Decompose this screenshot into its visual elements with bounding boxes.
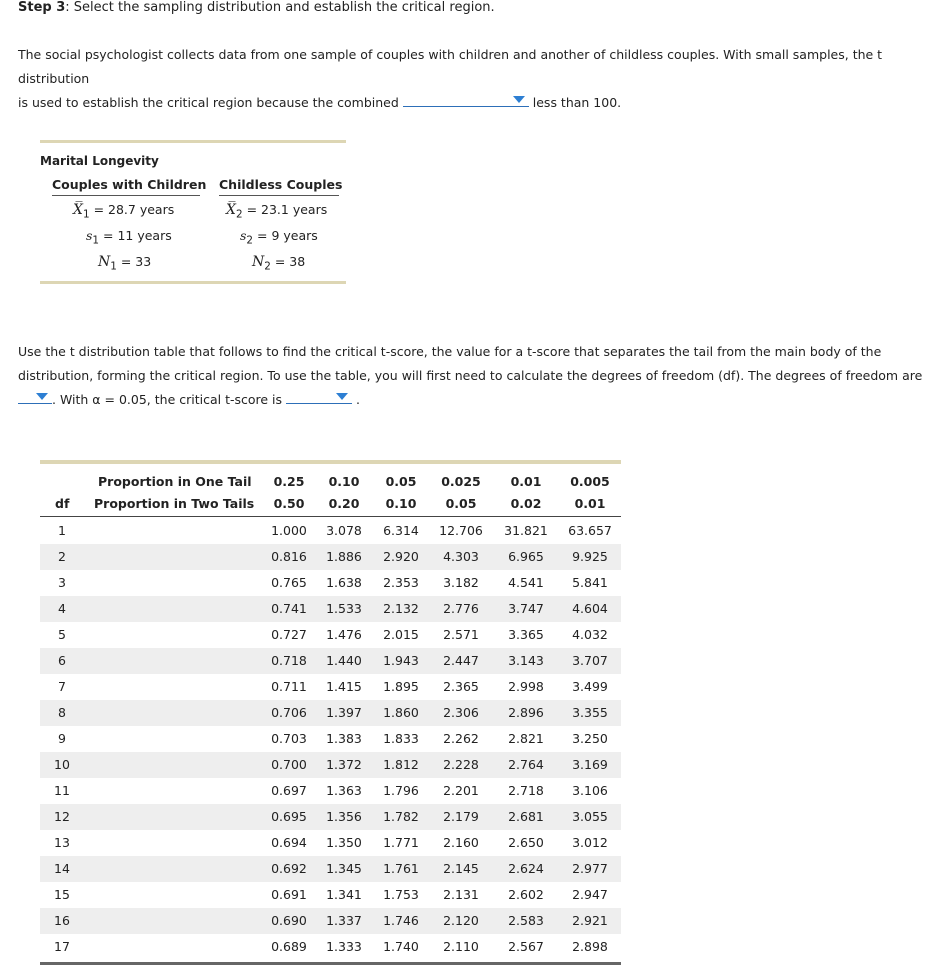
sd-value: = 9 years: [253, 228, 318, 243]
df-cell: 8: [58, 705, 66, 720]
table-cell: 2.947: [572, 887, 608, 902]
col2-header-underline: [219, 195, 339, 196]
df-cell: 17: [54, 939, 70, 954]
table-cell: 2.015: [383, 627, 419, 642]
instructions-line-3-end: .: [356, 392, 360, 407]
table-cell: 3.250: [572, 731, 608, 746]
table-cell: 31.821: [504, 523, 548, 538]
n-value: = 33: [116, 254, 152, 269]
one-tail-value: 0.05: [385, 474, 417, 489]
table-top-rule: [40, 460, 621, 464]
table-cell: 1.812: [383, 757, 419, 772]
table-cell: 1.000: [271, 523, 307, 538]
table-cell: 9.925: [572, 549, 608, 564]
two-tail-value: 0.02: [510, 496, 542, 511]
col2-mean: [226, 202, 327, 221]
table-cell: 12.706: [439, 523, 483, 538]
table-cell: 1.363: [326, 783, 362, 798]
table-cell: 1.476: [326, 627, 362, 642]
table-cell: 2.718: [508, 783, 544, 798]
sd-symbol: s: [86, 228, 93, 243]
table-cell: 1.638: [326, 575, 362, 590]
one-tail-label: Proportion in One Tail: [98, 474, 252, 489]
table-cell: 2.898: [572, 939, 608, 954]
table-cell: 6.965: [508, 549, 544, 564]
n-subscript: 1: [110, 260, 117, 273]
table-row: [40, 700, 621, 726]
instructions-line-3: [18, 388, 924, 412]
df-cell: 5: [58, 627, 66, 642]
two-tail-value: 0.20: [328, 496, 360, 511]
two-tail-value: 0.50: [273, 496, 305, 511]
table-row: [40, 752, 621, 778]
table-cell: 0.691: [271, 887, 307, 902]
col1-header: Couples with Children: [52, 177, 207, 192]
table-cell: 2.131: [443, 887, 479, 902]
instructions-line-2: distribution, forming the critical region. To use the table, you will first need to calculate the degrees of freedom (df). The degrees of freedom are: [18, 368, 923, 383]
table-cell: 2.896: [508, 705, 544, 720]
chevron-down-icon: [336, 393, 348, 400]
table-cell: 3.355: [572, 705, 608, 720]
table-cell: 2.624: [508, 861, 544, 876]
one-tail-value: 0.25: [273, 474, 305, 489]
table-row: [40, 934, 621, 960]
df-cell: 14: [54, 861, 70, 876]
table-cell: 0.703: [271, 731, 307, 746]
table-cell: 0.711: [271, 679, 307, 694]
table-cell: 4.303: [443, 549, 479, 564]
table-row: [40, 570, 621, 596]
sd-value: = 11 years: [99, 228, 172, 243]
table-row: [40, 830, 621, 856]
table-row: [40, 726, 621, 752]
two-tail-value: 0.01: [574, 496, 606, 511]
intro-line-2-after: less than 100.: [532, 95, 622, 110]
table-bottom-rule: [40, 962, 621, 965]
table-cell: 2.681: [508, 809, 544, 824]
n-value: = 38: [270, 254, 306, 269]
table-cell: 2.120: [443, 913, 479, 928]
table-cell: 0.741: [271, 601, 307, 616]
table-cell: 2.179: [443, 809, 479, 824]
table-row: [40, 518, 621, 544]
table-cell: 2.977: [572, 861, 608, 876]
table-row: [40, 674, 621, 700]
table-cell: 0.816: [271, 549, 307, 564]
table-cell: 1.771: [383, 835, 419, 850]
table-cell: 1.833: [383, 731, 419, 746]
sd-subscript: 2: [246, 234, 254, 247]
table-cell: 4.541: [508, 575, 544, 590]
df-cell: 2: [58, 549, 66, 564]
df-dropdown[interactable]: [18, 389, 52, 404]
table-cell: 2.365: [443, 679, 479, 694]
table-row: [40, 596, 621, 622]
intro-line-1: The social psychologist collects data from one sample of couples with children and another of childless couples. With small samples, the t distribution: [18, 47, 883, 86]
table-cell: 3.747: [508, 601, 544, 616]
one-tail-value: 0.01: [510, 474, 542, 489]
table-cell: 3.169: [572, 757, 608, 772]
table-cell: 1.533: [326, 601, 362, 616]
sd-symbol: s: [240, 228, 247, 243]
mean-value: = 28.7 years: [89, 202, 175, 217]
table-cell: 0.706: [271, 705, 307, 720]
df-cell: 12: [54, 809, 70, 824]
table-cell: 0.700: [271, 757, 307, 772]
table-cell: 3.078: [326, 523, 362, 538]
table-cell: 1.886: [326, 549, 362, 564]
table-row: [40, 622, 621, 648]
df-cell: 4: [58, 601, 66, 616]
table-cell: 1.383: [326, 731, 362, 746]
summary-title: Marital Longevity: [40, 154, 159, 168]
table-cell: 1.356: [326, 809, 362, 824]
sd-subscript: 1: [92, 234, 100, 247]
table-cell: 2.228: [443, 757, 479, 772]
one-tail-value: 0.005: [570, 474, 610, 489]
table-cell: 0.765: [271, 575, 307, 590]
table-cell: 2.602: [508, 887, 544, 902]
table-cell: 3.143: [508, 653, 544, 668]
table-cell: 1.740: [383, 939, 419, 954]
table-cell: 1.350: [326, 835, 362, 850]
table-row: [40, 544, 621, 570]
table-cell: 0.690: [271, 913, 307, 928]
mean-subscript: 2: [235, 208, 243, 221]
table-cell: 2.132: [383, 601, 419, 616]
table-cell: 2.145: [443, 861, 479, 876]
df-cell: 13: [54, 835, 70, 850]
chevron-down-icon: [36, 393, 48, 400]
table-cell: 2.447: [443, 653, 479, 668]
table-cell: 2.998: [508, 679, 544, 694]
table-cell: 0.727: [271, 627, 307, 642]
table-cell: 3.055: [572, 809, 608, 824]
marital-longevity-table: [40, 140, 346, 284]
table-cell: 1.895: [383, 679, 419, 694]
table-row: [40, 778, 621, 804]
header-rule: [40, 516, 621, 517]
table-cell: 2.201: [443, 783, 479, 798]
table-row: [40, 648, 621, 674]
table-cell: 1.943: [383, 653, 419, 668]
table-cell: 2.567: [508, 939, 544, 954]
table-cell: 0.689: [271, 939, 307, 954]
df-cell: 9: [58, 731, 66, 746]
col2-n: [252, 254, 305, 273]
df-cell: 6: [58, 653, 66, 668]
table-cell: 2.583: [508, 913, 544, 928]
instructions-paragraph: [18, 340, 924, 412]
table-cell: 2.110: [443, 939, 479, 954]
table-cell: 4.604: [572, 601, 608, 616]
table-cell: 0.694: [271, 835, 307, 850]
two-tail-value: 0.10: [385, 496, 417, 511]
table-cell: 2.160: [443, 835, 479, 850]
table-cell: 2.776: [443, 601, 479, 616]
step-text: : Select the sampling distribution and establish the critical region.: [65, 0, 495, 15]
tscore-dropdown[interactable]: [286, 389, 352, 404]
df-cell: 16: [54, 913, 70, 928]
df-cell: 3: [58, 575, 66, 590]
table-cell: 2.262: [443, 731, 479, 746]
table-cell: 2.571: [443, 627, 479, 642]
instructions-line-3-mid: . With α = 0.05, the critical t-score is: [52, 392, 283, 407]
table-cell: 1.746: [383, 913, 419, 928]
table-cell: 1.372: [326, 757, 362, 772]
table-cell: 1.753: [383, 887, 419, 902]
table-cell: 2.650: [508, 835, 544, 850]
df-header: df: [55, 496, 70, 511]
one-tail-value: 0.10: [328, 474, 360, 489]
table-cell: 3.106: [572, 783, 608, 798]
table-cell: 3.499: [572, 679, 608, 694]
table-cell: 1.440: [326, 653, 362, 668]
step-heading: [18, 0, 495, 15]
table-cell: 0.718: [271, 653, 307, 668]
mean-symbol: X̅: [226, 202, 236, 218]
combined-dropdown[interactable]: [403, 92, 529, 107]
table-cell: 1.761: [383, 861, 419, 876]
two-tail-value: 0.05: [445, 496, 477, 511]
table-cell: 63.657: [568, 523, 612, 538]
mean-value: = 23.1 years: [242, 202, 328, 217]
table-cell: 2.920: [383, 549, 419, 564]
col1-header-underline: [52, 195, 200, 196]
table-cell: 1.337: [326, 913, 362, 928]
table-cell: 3.707: [572, 653, 608, 668]
table-cell: 1.415: [326, 679, 362, 694]
table-row: [40, 908, 621, 934]
n-symbol: N: [252, 254, 265, 270]
table-cell: 1.341: [326, 887, 362, 902]
instructions-line-1: Use the t distribution table that follows to find the critical t-score, the value for a t-score that separates the tail from the main body of the: [18, 344, 882, 359]
mean-subscript: 1: [82, 208, 90, 221]
n-symbol: N: [98, 254, 111, 270]
table-cell: 3.365: [508, 627, 544, 642]
step-label: Step 3: [18, 0, 66, 15]
df-cell: 10: [54, 757, 70, 772]
table-cell: 0.692: [271, 861, 307, 876]
intro-line-2: [18, 91, 924, 115]
intro-paragraph: [18, 43, 924, 115]
col2-header: Childless Couples: [219, 177, 343, 192]
table-row: [40, 804, 621, 830]
table-cell: 5.841: [572, 575, 608, 590]
table-cell: 3.182: [443, 575, 479, 590]
df-cell: 15: [54, 887, 70, 902]
table-cell: 1.397: [326, 705, 362, 720]
table-row: [40, 856, 621, 882]
one-tail-value: 0.025: [441, 474, 481, 489]
table-cell: 1.345: [326, 861, 362, 876]
table-cell: 2.821: [508, 731, 544, 746]
table-cell: 0.695: [271, 809, 307, 824]
table-cell: 1.860: [383, 705, 419, 720]
table-cell: 2.764: [508, 757, 544, 772]
table-cell: 2.306: [443, 705, 479, 720]
table-cell: 1.333: [326, 939, 362, 954]
table-cell: 0.697: [271, 783, 307, 798]
col1-sd: [86, 228, 172, 247]
col1-n: [98, 254, 151, 273]
col1-mean: [73, 202, 174, 221]
n-subscript: 2: [264, 260, 271, 273]
table-cell: 2.353: [383, 575, 419, 590]
df-cell: 1: [58, 523, 66, 538]
intro-line-2-before: is used to establish the critical region because the combined: [18, 95, 399, 110]
table-cell: 1.796: [383, 783, 419, 798]
table-row: [40, 882, 621, 908]
df-cell: 11: [54, 783, 70, 798]
table-cell: 3.012: [572, 835, 608, 850]
table-cell: 1.782: [383, 809, 419, 824]
chevron-down-icon: [513, 96, 525, 103]
table-top-rule: [40, 140, 346, 143]
table-bottom-rule: [40, 281, 346, 284]
table-cell: 2.921: [572, 913, 608, 928]
mean-symbol: X̅: [73, 202, 83, 218]
two-tail-label: Proportion in Two Tails: [94, 496, 255, 511]
df-cell: 7: [58, 679, 66, 694]
table-cell: 4.032: [572, 627, 608, 642]
col2-sd: [240, 228, 318, 247]
table-cell: 6.314: [383, 523, 419, 538]
